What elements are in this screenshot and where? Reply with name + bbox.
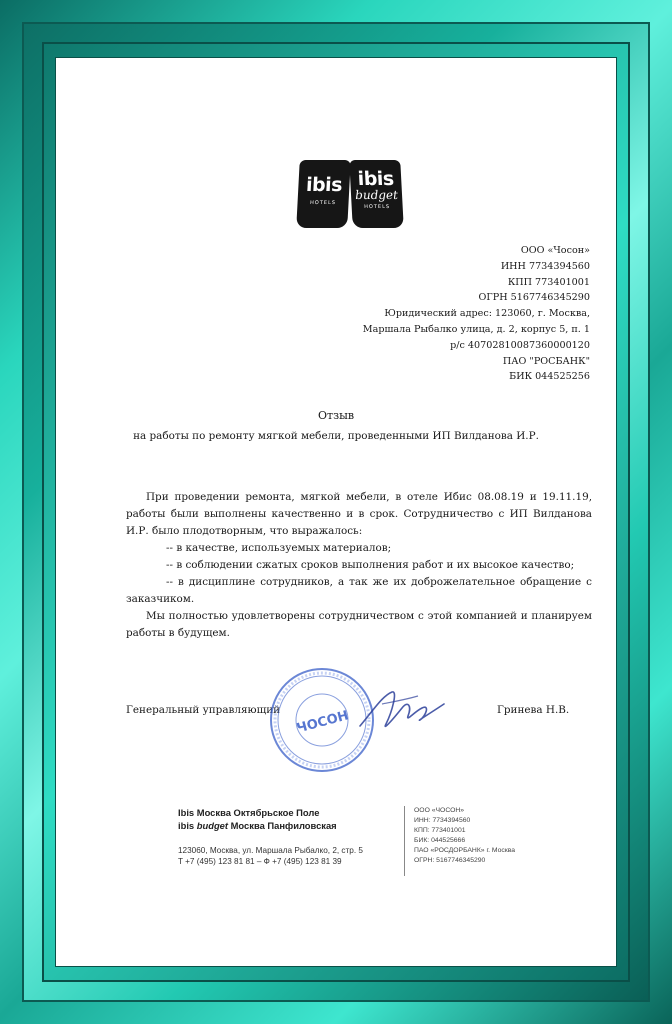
footer-hotel-budget: budget: [196, 820, 229, 831]
handwritten-signature: [352, 682, 452, 742]
document-body: [126, 489, 592, 642]
footer-hotel-name: [178, 819, 363, 832]
footer-company-line: ООО «ЧОСОН»: [414, 807, 465, 814]
document-subtitle: на работы по ремонту мягкой мебели, проведенными ИП Вилданова И.Р.: [133, 430, 539, 442]
footer-hotel-info: [178, 806, 363, 867]
body-list-item: -- в качестве, используемых материалов;: [166, 542, 392, 554]
signatory-name: Гринева Н.В.: [497, 704, 570, 716]
requisite-line: Маршала Рыбалко улица, д. 2, корпус 5, п. 1: [362, 323, 590, 335]
signatory-position: Генеральный управляющий: [126, 704, 281, 716]
footer-company-line: ИНН: 7734394560: [414, 817, 471, 824]
requisite-line: Юридический адрес: 123060, г. Москва,: [384, 308, 590, 320]
footer-hotel-suffix: Москва Панфиловская: [228, 820, 337, 831]
footer-hotel-prefix: ibis: [178, 820, 197, 831]
body-paragraph: Мы полностью удовлетворены сотрудничеством с этой компанией и планируем работы в будущем.: [126, 610, 592, 639]
requisite-line: ПАО "РОСБАНК": [502, 355, 590, 367]
footer-hotel-name: Ibis Москва Октябрьское Поле: [178, 807, 320, 818]
requisite-line: ОГРН 5167746345290: [478, 292, 590, 304]
logo-hotels-label: HOTELS: [309, 200, 337, 206]
requisite-line: р/с 40702810087360000120: [450, 339, 590, 351]
footer-address: 123060, Москва, ул. Маршала Рыбалко, 2, стр. 5: [178, 846, 363, 855]
footer-company-line: ПАО «РОСДОРБАНК» г. Москва: [414, 847, 516, 854]
body-list-item: -- в соблюдении сжатых сроков выполнения работ и их высокое качество;: [166, 559, 575, 571]
ibis-budget-logo-box: [349, 160, 404, 228]
company-requisites: [290, 243, 590, 385]
requisite-line: ООО «Чосон»: [520, 245, 590, 256]
document-title: Отзыв: [317, 409, 355, 422]
body-list-item: -- в дисциплине сотрудников, а так же их доброжелательное обращение с заказчиком.: [126, 576, 592, 605]
ibis-logo-box: [296, 160, 351, 228]
stamp-text: ЧОСОН: [295, 708, 351, 737]
body-paragraph: При проведении ремонта, мягкой мебели, в отеле Ибис 08.08.19 и 19.11.19, работы были выполнены качественно и в срок. Сотрудничество с ИП Вилданова И.Р. было плодотворным, что выражалось:: [126, 491, 592, 537]
footer-company-line: БИК: 044525666: [414, 837, 466, 844]
footer-company-line: ОГРН: 5167746345290: [414, 857, 486, 864]
requisite-line: ИНН 7734394560: [500, 260, 590, 272]
logo-hotels-label: HOTELS: [364, 204, 391, 210]
requisite-line: БИК 044525256: [509, 371, 590, 383]
ibis-logo: [298, 160, 404, 230]
requisite-line: КПП 773401001: [507, 276, 590, 288]
logo-word: ibis: [305, 174, 343, 196]
footer-phones: T +7 (495) 123 81 81 – Ф +7 (495) 123 81 39: [178, 857, 342, 866]
logo-word: ibis: [357, 168, 395, 190]
footer-company-line: КПП: 773401001: [414, 827, 466, 834]
footer-divider: [404, 806, 405, 876]
footer-company-info: [414, 806, 515, 866]
logo-budget-word: budget: [354, 188, 399, 202]
